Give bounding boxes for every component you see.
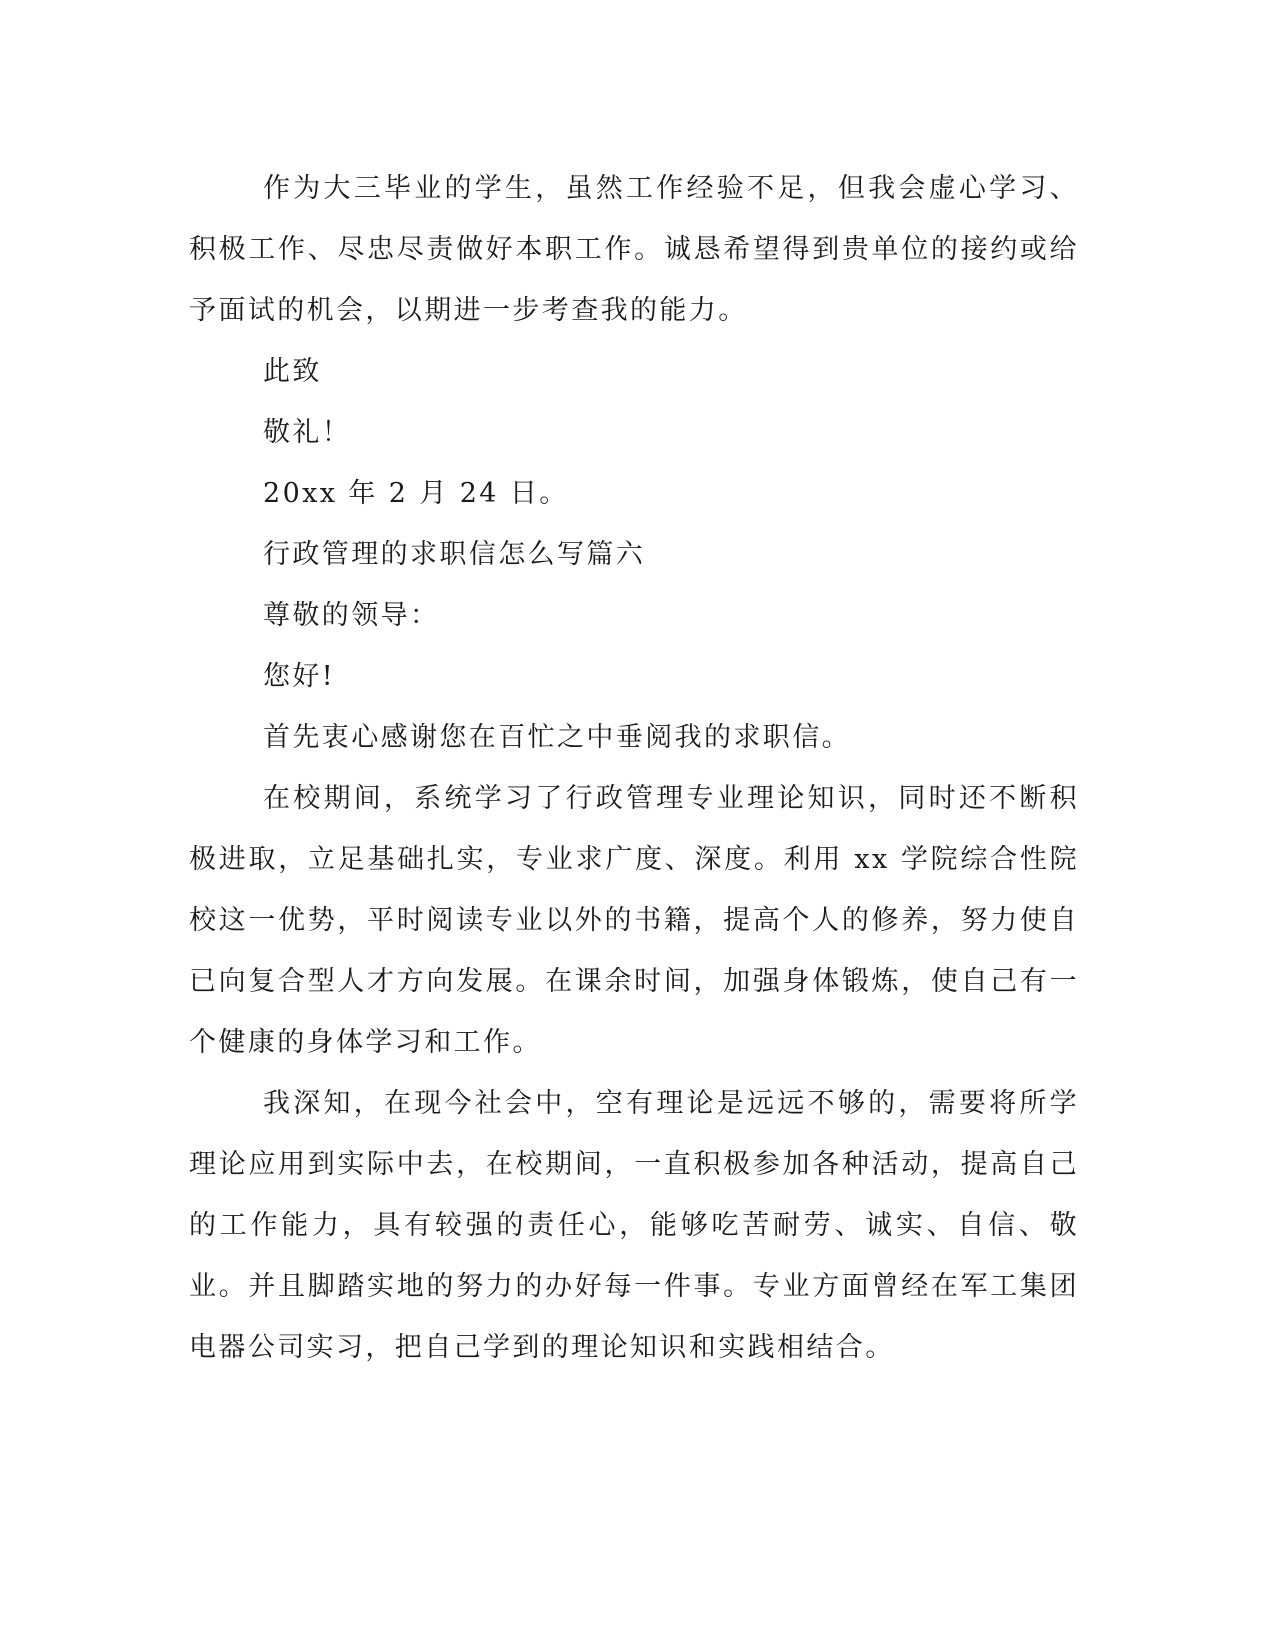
paragraph-practice: 我深知，在现今社会中，空有理论是远远不够的，需要将所学理论应用到实际中去，在校期间，一直积极参加各种活动，提高自己的工作能力，具有较强的责任心，能够吃苦耐劳、诚实、自信、敬业。并且脚踏实地的努力的办好每一件事。专业方面曾经在军工集团电器公司实习，把自己学到的理论知识和实践相结合。	[189, 1088, 1079, 1363]
section-heading: 行政管理的求职信怎么写篇六	[263, 539, 646, 570]
paragraph-thanks: 首先衷心感谢您在百忙之中垂阅我的求职信。	[263, 722, 851, 753]
paragraph-salutation-cizhi: 此致	[263, 356, 322, 387]
paragraph-greeting-recipient: 尊敬的领导：	[263, 600, 440, 631]
letter-body	[189, 158, 1079, 1378]
paragraph-date: 20xx 年 2 月 24 日。	[263, 478, 569, 509]
paragraph-greeting-hello: 您好!	[263, 661, 336, 692]
paragraph-salutation-jingli: 敬礼！	[263, 417, 352, 448]
paragraph-closing-intro: 作为大三毕业的学生，虽然工作经验不足，但我会虚心学习、积极工作、尽忠尽责做好本职工作。诚恳希望得到贵单位的接约或给予面试的机会，以期进一步考查我的能力。	[189, 173, 1079, 326]
paragraph-study: 在校期间，系统学习了行政管理专业理论知识，同时还不断积极进取，立足基础扎实，专业求广度、深度。利用 xx 学院综合性院校这一优势，平时阅读专业以外的书籍，提高个人的修养，努力使自已向复合型人才方向发展。在课余时间，加强身体锻炼，使自己有一个健康的身体学习和工作。	[189, 783, 1079, 1058]
